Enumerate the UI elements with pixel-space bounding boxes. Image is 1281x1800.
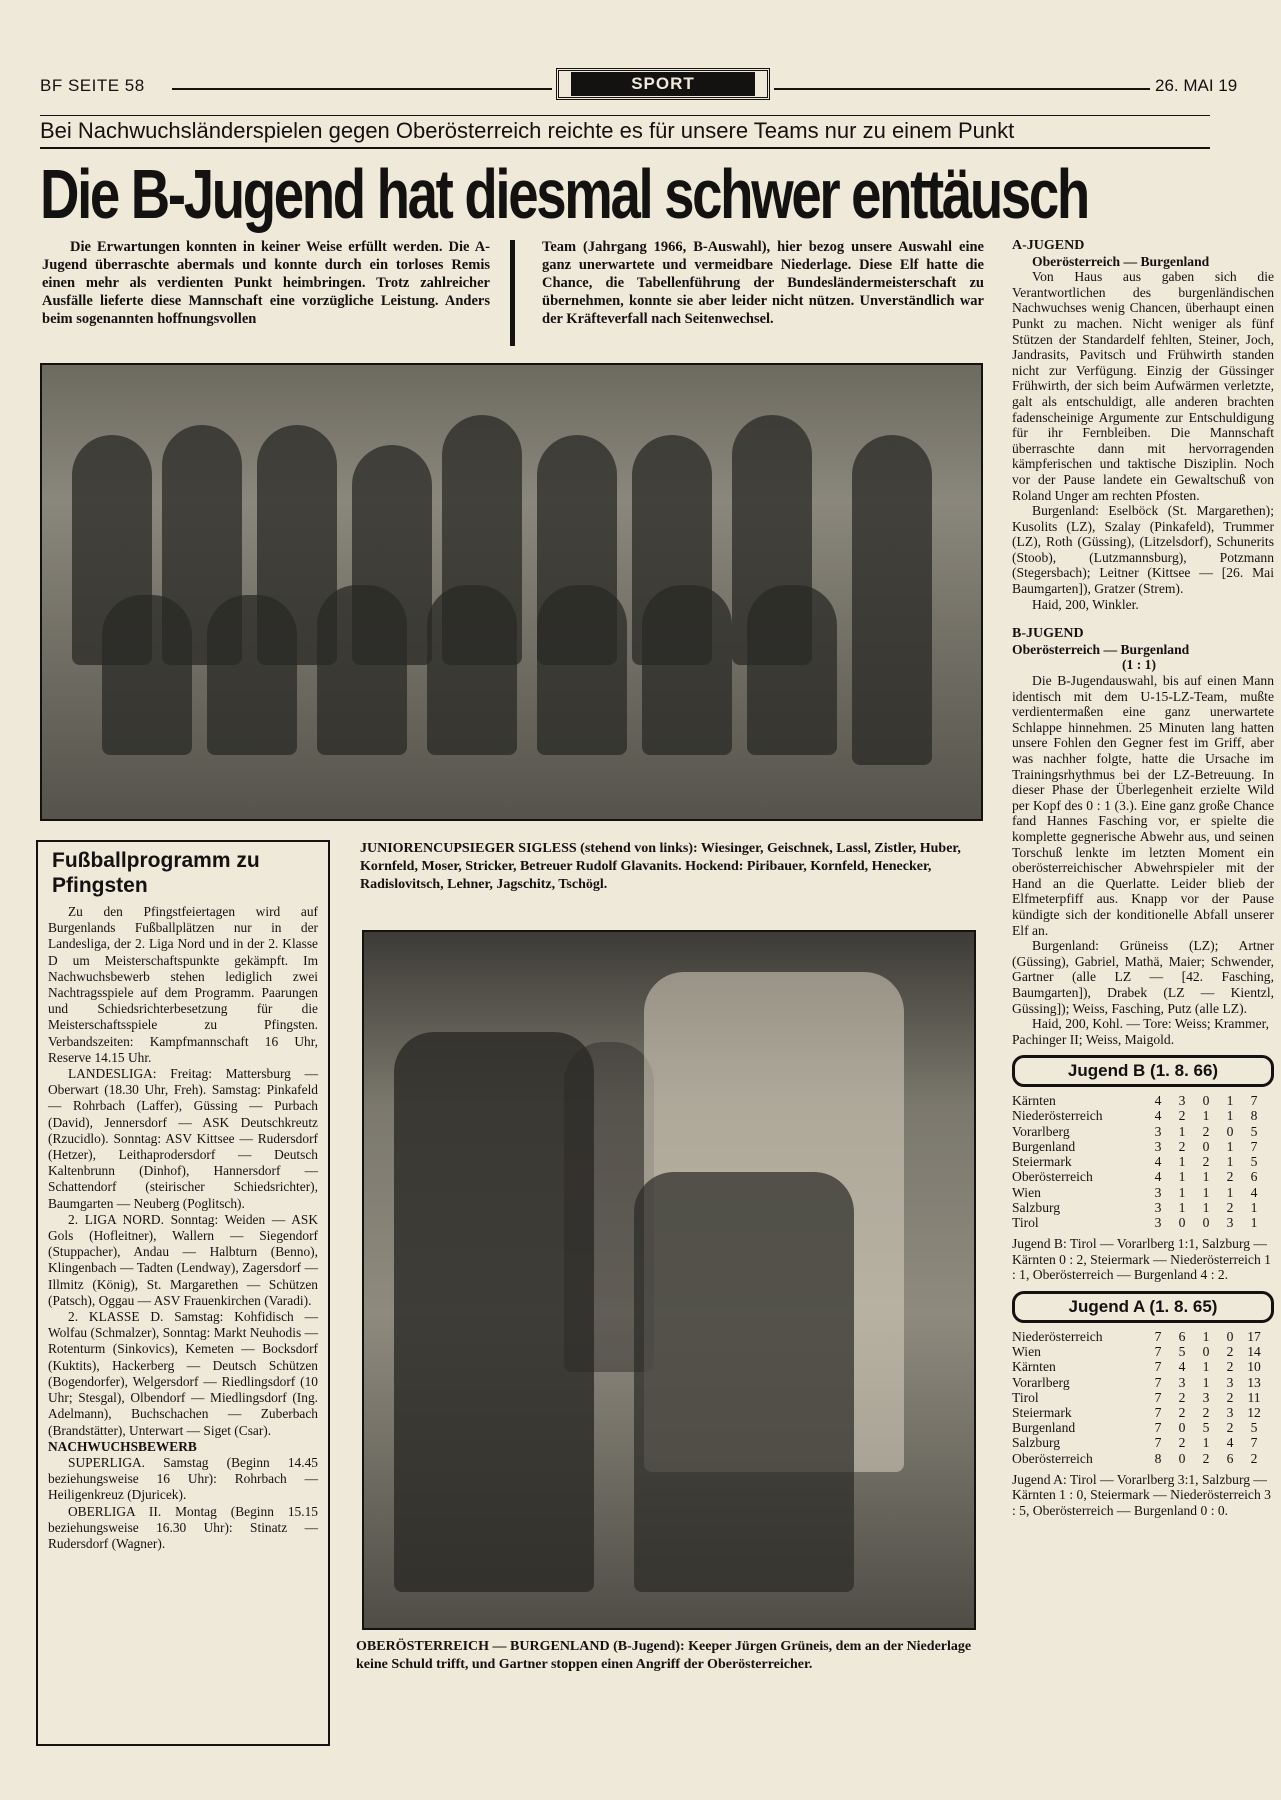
table-cell: 3 xyxy=(1154,1138,1162,1154)
team-photo-caption: JUNIORENCUPSIEGER SIGLESS (stehend von links): Wiesinger, Geischnek, Lassl, Zistler, Huber, Kornfeld, Moser, Stricker, Betreuer Rudolf Glavanits. Hockend: Piribauer, Kornfeld, Henecker, Radislovitsch, Lehner, Jagschitz, Tschögl. xyxy=(360,841,961,892)
table-cell: 2 xyxy=(1226,1389,1234,1405)
table-cell: 7 xyxy=(1154,1374,1162,1390)
table-b-title: Jugend B (1. 8. 66) xyxy=(1012,1055,1274,1087)
a-jugend-report: Von Haus aus gaben sich die Verantwortlichen des burgenländischen Nachwuchses wenig Chancen, überhaupt einen Punkt zu machen. Nicht weniger als fünf Stützen der Standardelf fehlten, Steiner, Joch, Jandrasits, Pavitsch und Frühwirth standen nicht zur Verfügung. Einzig der Güssinger Frühwirth, der sich beim Aufwärmen verletzte, galt als entschuldigt, alle anderen brachten fadenscheinige Argumente zur Entschuldigung für ihr Fernbleiben. Die Mannschaft überraschte dann mit hervorragenden kämpferischen und taktische Disziplin. Noch vor der Pause landete ein Gewaltschuß von Roland Unger am rechten Pfosten. xyxy=(1012,269,1274,503)
table-cell: 3 xyxy=(1154,1214,1162,1230)
table-cell: 7 xyxy=(1154,1359,1162,1375)
team-name: Wien xyxy=(1012,1184,1041,1200)
lead-column-1: Die Erwartungen konnten in keiner Weise erfüllt werden. Die A-Jugend überraschte abermals und konnte durch ein torloses Remis einen mehr als verdienten Punkt heimbringen. Trotz zahlreicher Ausfälle lieferte diese Mannschaft eine vorzügliche Leistung. Anders beim sogenannten hoffnungsvollen xyxy=(42,239,490,327)
table-cell: 2 xyxy=(1178,1389,1186,1405)
table-cell: 7 xyxy=(1154,1404,1162,1420)
a-jugend-match: Oberösterreich — Burgenland xyxy=(1032,253,1210,269)
table-cell: 2 xyxy=(1202,1154,1210,1170)
section-label-box xyxy=(556,68,770,100)
a-jugend-referee: Haid, 200, Winkler. xyxy=(1032,596,1139,612)
table-cell: 1 xyxy=(1178,1184,1186,1200)
program-intro: Zu den Pfingstfeiertagen wird auf Burgenlands Fußballplätzen nur in der Landesliga, der 2. Liga Nord und in der 2. Klasse D um Meisterschaftspunkte gekämpft. Im Nachwuchsbewerb stehen lediglich zwei Nachtragsspiele auf dem Programm. Paarungen und Schiedsrichterbesetzung für die Meisterschaftsspiele zu Pfingsten. Verbandszeiten: Kampfmannschaft 16 Uhr, Reserve 14.15 Uhr. xyxy=(48,904,318,1065)
table-cell: 2 xyxy=(1202,1450,1210,1466)
table-row xyxy=(1012,1093,1266,1108)
table-cell: 1 xyxy=(1226,1184,1234,1200)
table-cell: 1 xyxy=(1226,1154,1234,1170)
table-cell: 5 xyxy=(1202,1420,1210,1436)
table-cell: 3 xyxy=(1154,1199,1162,1215)
program-oberliga: OBERLIGA II. Montag (Beginn 15.15 beziehungsweise 16.30 Uhr): Stinatz — Rudersdorf (Wagner). xyxy=(48,1503,318,1551)
program-klasse-d: 2. KLASSE D. Samstag: Kohfidisch — Wolfau (Schmalzer), Sonntag: Markt Neuhodis — Rotenturm (Sinkovics), Kemeten — Bocksdorf (Kuktits), Hackerberg — Deutsch Schützen (Bogendorfer), Welgersdorf — Riedlingsdorf (10 Uhr; Stesgal), Olbendorf — Miedlingsdorf (Ing. Adelmann), Buchschachen — Zuberbach (Brandstätter), Unterwart — Siget (Csar). xyxy=(48,1309,318,1438)
table-cell: 4 xyxy=(1178,1359,1186,1375)
table-cell: 3 xyxy=(1154,1123,1162,1139)
table-cell: 2 xyxy=(1226,1359,1234,1375)
table-cell: 1 xyxy=(1226,1108,1234,1124)
b-jugend-report: Die B-Jugendauswahl, bis auf einen Mann identisch mit dem U-15-LZ-Team, mußte verdientermaßen eine ganz unerwartete Schlappe hinnehmen. 25 Minuten lang hatten unsere Fohlen den Gegner fest im Griff, aber was nachher folgte, hatte die Ursache im Trainingsrhythmus bei der LZ-Betreuung. In dieser Phase der Überlegenheit erzielte Wild per Kopf des 0 : 1 (3.). Eine ganz große Chance fand Hannes Fasching vor, er spielte die komplette gegnerische Abwehr aus, und seinen Torschuß lenkte im letzten Moment ein oberösterreichischer Abwehrspieler mit der Hand an die Querlatte. Leider blieb der Elfmeterpfiff aus. Knapp vor der Pause kündigte sich der konditionelle Abfall unserer Elf an. xyxy=(1012,673,1274,938)
team-photo xyxy=(40,363,983,821)
header-rule-right xyxy=(774,88,1150,90)
table-cell: 0 xyxy=(1202,1214,1210,1230)
table-cell: 1 xyxy=(1250,1214,1258,1230)
team-name: Kärnten xyxy=(1012,1359,1056,1375)
table-a-title: Jugend A (1. 8. 65) xyxy=(1012,1291,1274,1323)
table-row xyxy=(1012,1344,1266,1359)
table-cell: 1 xyxy=(1250,1199,1258,1215)
table-cell: 2 xyxy=(1178,1404,1186,1420)
table-cell: 4 xyxy=(1154,1093,1162,1109)
table-cell: 1 xyxy=(1202,1435,1210,1451)
table-cell: 12 xyxy=(1247,1404,1261,1420)
table-cell: 7 xyxy=(1154,1328,1162,1344)
table-a-results: Jugend A: Tirol — Vorarlberg 3:1, Salzburg — Kärnten 1 : 0, Steiermark — Niederösterreich 3 : 5, Oberösterreich — Burgenland 0 : 0. xyxy=(1012,1471,1271,1518)
table-cell: 7 xyxy=(1250,1435,1258,1451)
table-cell: 1 xyxy=(1202,1184,1210,1200)
table-cell: 1 xyxy=(1202,1359,1210,1375)
table-cell: 1 xyxy=(1226,1138,1234,1154)
team-name: Oberösterreich xyxy=(1012,1169,1093,1185)
table-cell: 8 xyxy=(1250,1108,1258,1124)
table-cell: 5 xyxy=(1178,1344,1186,1360)
b-jugend-lineup: Burgenland: Grüneiss (LZ); Artner (Güssing), Gabriel, Mathä, Maier; Schwender, Gartner (alle LZ — [42. Fasching, Baumgarten]), Drabek (LZ — Kientzl, Güssing]); Weiss, Fasching, Putz (alle LZ). xyxy=(1012,938,1274,1016)
table-cell: 17 xyxy=(1247,1328,1261,1344)
table-cell: 5 xyxy=(1250,1420,1258,1436)
team-name: Oberösterreich xyxy=(1012,1450,1093,1466)
team-name: Salzburg xyxy=(1012,1199,1061,1215)
b-jugend-heading: B-JUGEND xyxy=(1012,626,1084,642)
table-cell: 7 xyxy=(1154,1420,1162,1436)
table-cell: 4 xyxy=(1154,1108,1162,1124)
table-cell: 3 xyxy=(1226,1214,1234,1230)
table-cell: 2 xyxy=(1226,1199,1234,1215)
program-nachwuchs-heading: NACHWUCHSBEWERB xyxy=(48,1438,197,1454)
team-name: Burgenland xyxy=(1012,1420,1076,1436)
program-box xyxy=(36,840,330,1746)
table-cell: 2 xyxy=(1250,1450,1258,1466)
table-cell: 10 xyxy=(1247,1359,1261,1375)
team-name: Niederösterreich xyxy=(1012,1108,1103,1124)
table-row xyxy=(1012,1169,1266,1184)
page-number: BF SEITE 58 xyxy=(40,76,145,95)
table-cell: 1 xyxy=(1226,1093,1234,1109)
table-cell: 7 xyxy=(1250,1138,1258,1154)
b-jugend-referee: Haid, 200, Kohl. — Tore: Weiss; Krammer, Pachinger II; Weiss, Maigold. xyxy=(1012,1016,1270,1047)
table-cell: 4 xyxy=(1154,1169,1162,1185)
table-row xyxy=(1012,1124,1266,1139)
table-cell: 1 xyxy=(1202,1328,1210,1344)
table-row xyxy=(1012,1359,1266,1374)
table-cell: 13 xyxy=(1247,1374,1261,1390)
team-name: Burgenland xyxy=(1012,1138,1076,1154)
table-row xyxy=(1012,1185,1266,1200)
table-row xyxy=(1012,1390,1266,1405)
a-jugend-lineup: Burgenland: Eselböck (St. Margarethen); Kusolits (LZ), Szalay (Pinkafeld), Trummer (LZ), Roth (Güssing), (Litzelsdorf), Schunerits (Stoob), (Lutzmannsburg), Potzmann (Stegersbach); Leitner (Kittsee — [26. Mai Baumgarten]), Gratzer (Strem). xyxy=(1012,503,1274,597)
team-name: Wien xyxy=(1012,1344,1041,1360)
table-row xyxy=(1012,1108,1266,1123)
headline: Die B-Jugend hat diesmal schwer enttäusch xyxy=(40,155,1088,233)
table-cell: 2 xyxy=(1178,1435,1186,1451)
table-cell: 2 xyxy=(1226,1420,1234,1436)
section-label: SPORT xyxy=(571,72,755,96)
table-a xyxy=(1012,1329,1266,1466)
table-cell: 8 xyxy=(1154,1450,1162,1466)
table-row xyxy=(1012,1405,1266,1420)
table-cell: 1 xyxy=(1178,1154,1186,1170)
table-cell: 2 xyxy=(1178,1108,1186,1124)
table-cell: 0 xyxy=(1178,1420,1186,1436)
table-cell: 6 xyxy=(1226,1450,1234,1466)
table-row xyxy=(1012,1420,1266,1435)
team-name: Niederösterreich xyxy=(1012,1328,1103,1344)
table-cell: 3 xyxy=(1226,1374,1234,1390)
table-cell: 0 xyxy=(1202,1344,1210,1360)
table-cell: 5 xyxy=(1250,1154,1258,1170)
table-cell: 1 xyxy=(1202,1374,1210,1390)
team-name: Tirol xyxy=(1012,1214,1039,1230)
table-cell: 11 xyxy=(1247,1389,1261,1405)
kicker-rule-bottom xyxy=(40,147,1210,149)
table-cell: 1 xyxy=(1178,1123,1186,1139)
table-cell: 2 xyxy=(1226,1169,1234,1185)
team-name: Vorarlberg xyxy=(1012,1123,1070,1139)
kicker: Bei Nachwuchsländerspielen gegen Oberösterreich reichte es für unsere Teams nur zu einem Punkt xyxy=(40,118,1015,143)
header-rule-left xyxy=(172,88,552,90)
table-cell: 2 xyxy=(1202,1404,1210,1420)
table-cell: 4 xyxy=(1154,1154,1162,1170)
table-row xyxy=(1012,1139,1266,1154)
issue-date: 26. MAI 19 xyxy=(1155,76,1238,95)
table-cell: 4 xyxy=(1250,1184,1258,1200)
program-title: Fußballprogramm zu Pfingsten xyxy=(52,849,260,897)
table-cell: 1 xyxy=(1178,1199,1186,1215)
table-cell: 2 xyxy=(1178,1138,1186,1154)
table-cell: 0 xyxy=(1202,1093,1210,1109)
table-cell: 1 xyxy=(1202,1199,1210,1215)
table-cell: 0 xyxy=(1226,1123,1234,1139)
team-name: Tirol xyxy=(1012,1389,1039,1405)
table-cell: 7 xyxy=(1154,1435,1162,1451)
table-cell: 1 xyxy=(1202,1169,1210,1185)
table-cell: 0 xyxy=(1178,1450,1186,1466)
lead-divider xyxy=(510,240,515,346)
lead-column-2: Team (Jahrgang 1966, B-Auswahl), hier bezog unsere Auswahl eine ganz unerwartete und vermeidbare Niederlage. Diese Elf hatte die Chance, die Tabellenführung der Bundesländermeisterschaft zu übernehmen, konnte sie aber leider nicht nützen. Unverständlich war der Kräfteverfall nach Seitenwechsel. xyxy=(542,239,984,327)
table-row xyxy=(1012,1200,1266,1215)
right-column xyxy=(1012,238,1274,1758)
table-b-results: Jugend B: Tirol — Vorarlberg 1:1, Salzburg — Kärnten 0 : 2, Steiermark — Niederösterreich 1 : 1, Oberösterreich — Burgenland 4 : 2. xyxy=(1012,1236,1271,1283)
table-row xyxy=(1012,1329,1266,1344)
table-cell: 4 xyxy=(1226,1435,1234,1451)
table-cell: 3 xyxy=(1154,1184,1162,1200)
team-name: Steiermark xyxy=(1012,1404,1072,1420)
table-cell: 1 xyxy=(1178,1169,1186,1185)
table-cell: 7 xyxy=(1250,1093,1258,1109)
team-name: Kärnten xyxy=(1012,1093,1056,1109)
table-row xyxy=(1012,1215,1266,1230)
kicker-rule-top xyxy=(40,115,1210,116)
table-cell: 0 xyxy=(1226,1328,1234,1344)
team-name: Steiermark xyxy=(1012,1154,1072,1170)
table-row xyxy=(1012,1375,1266,1390)
table-cell: 1 xyxy=(1202,1108,1210,1124)
table-cell: 0 xyxy=(1178,1214,1186,1230)
program-superliga: SUPERLIGA. Samstag (Beginn 14.45 beziehungsweise 16 Uhr): Rohrbach — Heiligenkreuz (Djuricek). xyxy=(48,1454,318,1503)
a-jugend-heading: A-JUGEND xyxy=(1012,238,1085,253)
table-row xyxy=(1012,1154,1266,1169)
table-cell: 6 xyxy=(1250,1169,1258,1185)
program-landesliga: LANDESLIGA: Freitag: Mattersburg — Oberwart (18.30 Uhr, Freh). Samstag: Pinkafeld — Rohrbach (Laffer), Güssing — Purbach (David), Jennersdorf — ASK Deutschkreutz (Rzucidlo). Sonntag: ASV Kittsee — Rudersdorf (Hetzer), Leithaprodersdorf — Deutsch Kaltenbrunn (Dinhof), Hannersdorf — Schattendorf (steirischer Schiedsrichter), Baumgarten — Neuberg (Poglitsch). xyxy=(48,1066,318,1211)
table-cell: 5 xyxy=(1250,1123,1258,1139)
table-cell: 2 xyxy=(1202,1123,1210,1139)
program-liga-nord: 2. LIGA NORD. Sonntag: Weiden — ASK Gols (Hofleitner), Wallern — Siegendorf (Stuppacher), Andau — Halbturn (Benno), Klingenbach — Tadten (Lendway), Zagersdorf — Illmitz (König), St. Margarethen — Schützen (Patsch), Oggau — ASV Frauenkirchen (Varadi). xyxy=(48,1211,318,1308)
b-jugend-match: Oberösterreich — Burgenland xyxy=(1012,641,1190,657)
table-cell: 3 xyxy=(1226,1404,1234,1420)
table-row xyxy=(1012,1451,1266,1466)
table-b xyxy=(1012,1093,1266,1230)
team-name: Vorarlberg xyxy=(1012,1374,1070,1390)
table-cell: 7 xyxy=(1154,1344,1162,1360)
match-photo xyxy=(362,930,976,1630)
team-name: Salzburg xyxy=(1012,1435,1061,1451)
table-cell: 3 xyxy=(1178,1093,1186,1109)
table-cell: 2 xyxy=(1226,1344,1234,1360)
table-cell: 7 xyxy=(1154,1389,1162,1405)
table-cell: 3 xyxy=(1178,1374,1186,1390)
match-photo-caption: OBERÖSTERREICH — BURGENLAND (B-Jugend): Keeper Jürgen Grüneis, dem an der Niederlage keine Schuld trifft, und Gartner stoppen einen Angriff der Oberösterreicher. xyxy=(356,1639,972,1672)
table-cell: 6 xyxy=(1178,1328,1186,1344)
table-row xyxy=(1012,1435,1266,1450)
table-cell: 0 xyxy=(1202,1138,1210,1154)
table-cell: 14 xyxy=(1247,1344,1261,1360)
table-cell: 3 xyxy=(1202,1389,1210,1405)
b-jugend-score: (1 : 1) xyxy=(1122,657,1156,673)
